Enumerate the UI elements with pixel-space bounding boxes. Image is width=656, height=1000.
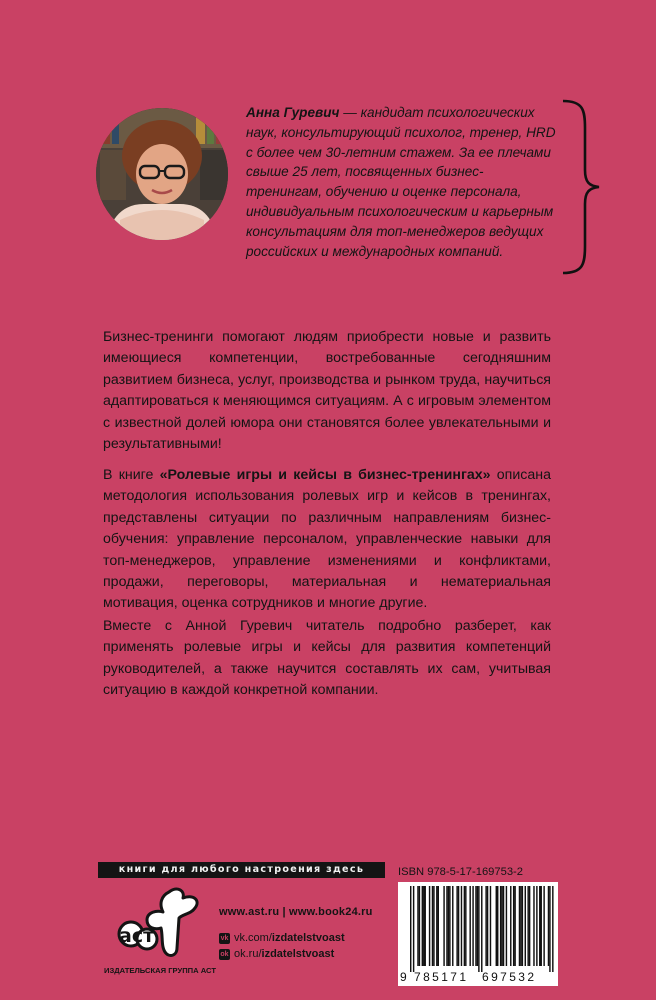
barcode-bar — [465, 886, 466, 966]
barcode-bar — [446, 886, 447, 966]
barcode-bar — [423, 886, 424, 966]
barcode-bar — [438, 886, 439, 966]
vk-prefix: vk.com/ — [234, 932, 272, 944]
ast-logo-text: аст — [119, 925, 155, 947]
publisher-name: ИЗДАТЕЛЬСКАЯ ГРУППА АСТ — [104, 966, 216, 975]
ok-icon: ok — [220, 950, 229, 958]
barcode-bar — [448, 886, 449, 966]
barcode-bar — [548, 886, 549, 966]
vk-icon: vk — [220, 934, 229, 942]
barcode-bar — [490, 886, 491, 966]
barcode-bar — [552, 886, 553, 972]
barcode-bar — [496, 886, 497, 966]
barcode-bar — [513, 886, 514, 966]
barcode-bar — [485, 886, 486, 966]
barcode-bar — [458, 886, 459, 966]
barcode-bar — [500, 886, 501, 966]
barcode-bar — [443, 886, 444, 966]
publisher-links — [219, 906, 373, 962]
barcode-bar — [410, 886, 411, 972]
vk-handle: izdatelstvoast — [271, 932, 345, 944]
barcode-bar — [510, 886, 511, 966]
barcode-bar — [456, 886, 457, 966]
p2-suffix: описана методология использования ролевых игр и кейсов в тренингах, представлены ситуации по различным направлениям бизнес-обучения: управление персоналом, управленческие навыки для топ-менеджеров, управление изменениями и конфликтами, продажи, переговоры, материальная и нематериальная мотивация, оценка сотрудников и многие другие. — [103, 467, 551, 612]
barcode-digits-right: 697532 — [482, 970, 537, 984]
barcode-bar — [417, 886, 418, 966]
description-paragraph-2 — [103, 465, 551, 615]
barcode-bar — [541, 886, 542, 966]
barcode-bar — [543, 886, 544, 966]
barcode-digits-left: 785171 — [414, 970, 469, 984]
barcode-bar — [422, 886, 423, 966]
barcode — [398, 882, 558, 986]
barcode-bar — [478, 886, 479, 972]
barcode-bar — [522, 886, 523, 966]
p2-prefix: В книге — [103, 467, 160, 483]
barcode-bar — [527, 886, 528, 966]
author-photo — [96, 108, 228, 240]
barcode-bar — [472, 886, 473, 966]
barcode-bar — [433, 886, 434, 966]
barcode-bar — [429, 886, 430, 966]
barcode-bar — [506, 886, 507, 966]
barcode-bar — [481, 886, 482, 972]
description-paragraph-3: Вместе с Анной Гуревич читатель подробно разберет, как применять ролевые игры и кейсы для развития компетенций руководителей, а также научится составлять их сам, учитывая ситуацию в каждой конкретной компании. — [103, 618, 551, 699]
barcode-bar — [413, 886, 414, 972]
tagline: книги для любого настроения здесь — [98, 862, 385, 878]
description-paragraph-1: Бизнес-тренинги помогают людям приобрести новые и развить имеющиеся компетенции, востребованные сегодняшним развитием бизнеса, услуг, производства и рынком труда, научиться адаптироваться к меняющимся ситуациям. А с игровым элементом с известной долей юмора они становятся более увлекательными и результативными! — [103, 329, 551, 453]
barcode-bar — [464, 886, 465, 966]
author-bio — [246, 103, 558, 261]
barcode-bar — [469, 886, 470, 966]
barcode-bar — [425, 886, 426, 966]
book-title: «Ролевые игры и кейсы в бизнес-тренингах» — [159, 467, 491, 483]
barcode-bar — [436, 886, 437, 966]
ok-prefix: ok.ru/ — [234, 948, 262, 960]
barcode-bar — [520, 886, 521, 966]
isbn-text: ISBN 978-5-17-169753-2 — [398, 866, 524, 878]
barcode-digit-first: 9 — [400, 970, 407, 984]
barcode-bars — [410, 886, 554, 972]
author-name: Анна Гуревич — [246, 105, 340, 120]
barcode-bar — [452, 886, 453, 966]
barcode-bar — [419, 886, 420, 966]
barcode-bar — [503, 886, 504, 966]
author-bio-text: — кандидат психологических наук, консультирующий психолог, тренер, HRD с более чем 30-летним стажем. За ее плечами свыше 25 лет, посвященных бизнес-тренингам, обучению и оценке персонала, индивидуальным психологическим и карьерным консультациям для топ-менеджеров ведущих российских и международных компаний. — [246, 105, 556, 259]
barcode-bar — [533, 886, 534, 966]
websites[interactable]: www.ast.ru | www.book24.ru — [219, 906, 373, 918]
barcode-bar — [475, 886, 476, 966]
barcode-bar — [432, 886, 433, 966]
ok-handle: izdatelstvoast — [261, 948, 335, 960]
social-link-vk[interactable] — [219, 930, 373, 946]
barcode-bar — [514, 886, 515, 966]
barcode-bar — [549, 886, 550, 972]
barcode-bar — [536, 886, 537, 966]
barcode-bar — [487, 886, 488, 966]
curly-brace-icon — [555, 98, 605, 276]
social-link-ok[interactable] — [219, 946, 373, 962]
barcode-bar — [497, 886, 498, 966]
barcode-bar — [449, 886, 450, 966]
barcode-bar — [529, 886, 530, 966]
barcode-bar — [519, 886, 520, 966]
barcode-bar — [501, 886, 502, 966]
barcode-bar — [525, 886, 526, 966]
barcode-bar — [477, 886, 478, 966]
barcode-bar — [461, 886, 462, 966]
barcode-bar — [539, 886, 540, 966]
